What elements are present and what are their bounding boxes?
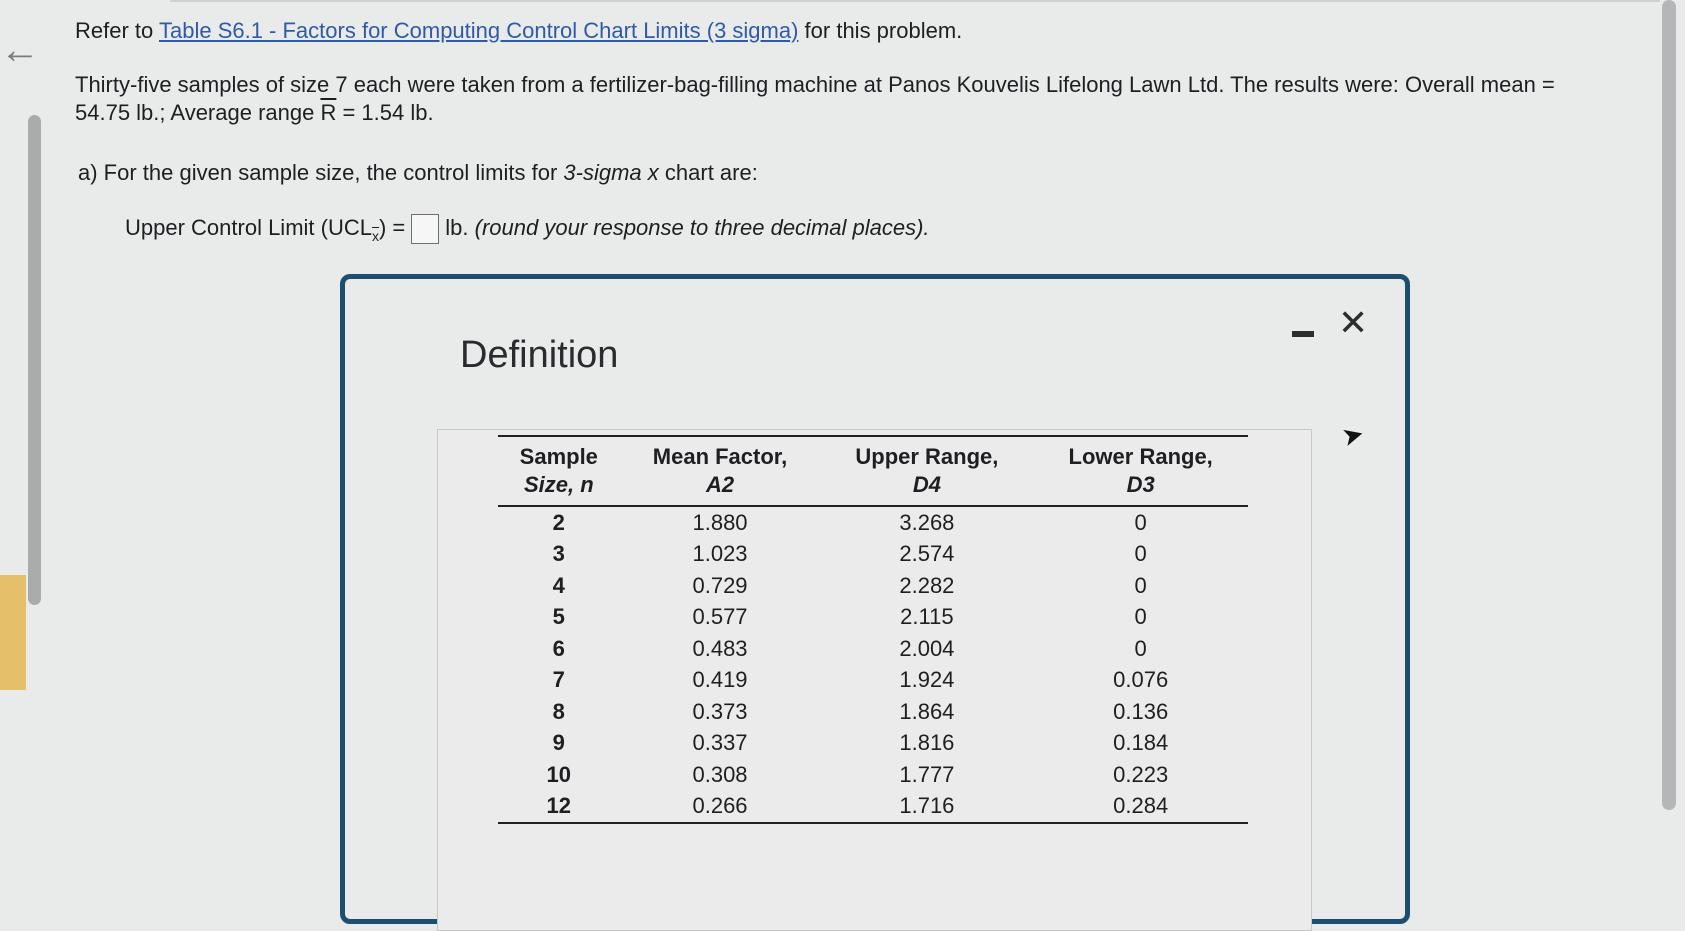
- cell-n: 7: [552, 667, 565, 693]
- ucl-unit: lb.: [445, 214, 469, 240]
- intro-suffix: for this problem.: [798, 18, 963, 43]
- table-row: [498, 539, 1248, 571]
- table-row: [498, 696, 1248, 728]
- header-upper-range-line2: D4: [912, 472, 941, 497]
- cell-n: 8: [552, 698, 565, 724]
- cell-n: 6: [552, 635, 565, 661]
- cell-a2: 0.373: [692, 698, 748, 724]
- table-row: [498, 570, 1248, 602]
- cell-d3: 0: [1134, 509, 1147, 535]
- cell-d4: 2.574: [899, 541, 955, 567]
- cell-n: 3: [552, 541, 565, 567]
- header-upper-range-line1: Upper Range,: [855, 444, 999, 469]
- cell-a2: 1.880: [692, 509, 748, 535]
- top-divider: [170, 0, 1660, 2]
- ucl-subscript: x: [371, 227, 379, 244]
- cell-d4: 2.282: [899, 572, 955, 598]
- table-row: [498, 602, 1248, 634]
- back-arrow-icon[interactable]: ←: [0, 28, 40, 72]
- cell-d4: 1.777: [899, 761, 955, 787]
- cell-n: 9: [552, 730, 565, 756]
- cell-a2: 0.419: [692, 667, 748, 693]
- factors-table-frame: [437, 429, 1312, 931]
- cell-d3: 0: [1134, 635, 1147, 661]
- cell-a2: 1.023: [692, 541, 748, 567]
- cell-d4: 1.924: [899, 667, 955, 693]
- ucl-equals: ) =: [378, 214, 406, 240]
- table-row: [498, 506, 1248, 539]
- table-row: [498, 728, 1248, 760]
- table-header-row: [498, 436, 1248, 506]
- cell-d4: 3.268: [899, 509, 955, 535]
- r-bar-symbol: $\overline{R}$: [320, 100, 337, 125]
- ucl-instruction: (round your response to three decimal places).: [474, 214, 930, 240]
- ucl-label: Upper Control Limit (UCL: [125, 214, 372, 240]
- cell-d3: 0.184: [1113, 730, 1169, 756]
- cell-a2: 0.266: [620, 791, 821, 824]
- table-row: [498, 759, 1248, 791]
- header-mean-factor-line2: A2: [705, 472, 735, 497]
- header-sample-size-line2: Size, n: [523, 472, 594, 497]
- intro-prefix: Refer to: [75, 18, 159, 43]
- mouse-pointer-icon: ➤: [1338, 417, 1368, 453]
- close-icon[interactable]: ✕: [1338, 302, 1369, 343]
- question-a: [78, 160, 758, 186]
- cell-a2: 0.483: [692, 635, 748, 661]
- header-mean-factor-line1: Mean Factor,: [652, 444, 788, 469]
- problem-line-2: [75, 100, 434, 126]
- header-sample-size-line1: Sample: [519, 444, 598, 469]
- problem-line-2-prefix: 54.75 lb.; Average range: [75, 100, 321, 125]
- cell-a2: 0.577: [692, 604, 748, 630]
- cell-n: 10: [546, 761, 572, 787]
- table-link[interactable]: Table S6.1 - Factors for Computing Control Chart Limits (3 sigma): [158, 18, 799, 43]
- intro-line: [75, 18, 962, 44]
- cell-d3: 0: [1134, 572, 1147, 598]
- factors-table: [498, 435, 1248, 824]
- cell-a2: 0.337: [692, 730, 748, 756]
- question-a-prefix: a) For the given sample size, the control limits for: [78, 160, 564, 185]
- table-row: [498, 665, 1248, 697]
- cell-n: 12: [498, 791, 620, 824]
- header-lower-range-line1: Lower Range,: [1068, 444, 1213, 469]
- cell-d3: 0: [1134, 604, 1147, 630]
- header-upper-range: [820, 436, 1033, 506]
- cell-n: 2: [552, 509, 565, 535]
- cell-a2: 0.308: [692, 761, 748, 787]
- question-a-italic: 3-sigma x: [563, 160, 659, 185]
- cell-d4: 2.004: [899, 635, 955, 661]
- left-scrollbar[interactable]: [28, 115, 41, 605]
- cell-d4: 1.816: [899, 730, 955, 756]
- right-scrollbar[interactable]: [1662, 0, 1676, 810]
- table-row: [498, 633, 1248, 665]
- cell-d4: 2.115: [900, 604, 954, 630]
- dialog-title: Definition: [460, 334, 619, 376]
- problem-line-2-suffix: = 1.54 lb.: [336, 100, 434, 125]
- table-row: [498, 791, 1248, 824]
- header-lower-range: [1033, 436, 1248, 506]
- header-mean-factor: [620, 436, 821, 506]
- cell-d3: 0: [1134, 541, 1147, 567]
- problem-line-1: Thirty-five samples of size 7 each were taken from a fertilizer-bag-filling machine at Panos Kouvelis Lifelong Lawn Ltd. The results were: Overall mean =: [75, 72, 1555, 97]
- cell-n: 5: [552, 604, 565, 630]
- cell-d4: 1.864: [899, 698, 955, 724]
- cell-d3: 0.284: [1033, 791, 1248, 824]
- minimize-icon[interactable]: [1292, 331, 1314, 337]
- cell-n: 4: [552, 572, 565, 598]
- cell-d3: 0.076: [1113, 667, 1169, 693]
- definition-dialog: [340, 274, 1410, 924]
- ucl-line: [125, 214, 930, 244]
- cell-d3: 0.223: [1113, 761, 1169, 787]
- header-sample-size: [498, 436, 620, 506]
- cell-a2: 0.729: [692, 572, 748, 598]
- cell-d4: 1.716: [820, 791, 1033, 824]
- question-a-suffix: chart are:: [658, 160, 758, 185]
- ucl-answer-input[interactable]: [411, 214, 439, 244]
- side-highlight: [0, 575, 26, 690]
- cell-d3: 0.136: [1113, 698, 1169, 724]
- header-lower-range-line2: D3: [1126, 472, 1155, 497]
